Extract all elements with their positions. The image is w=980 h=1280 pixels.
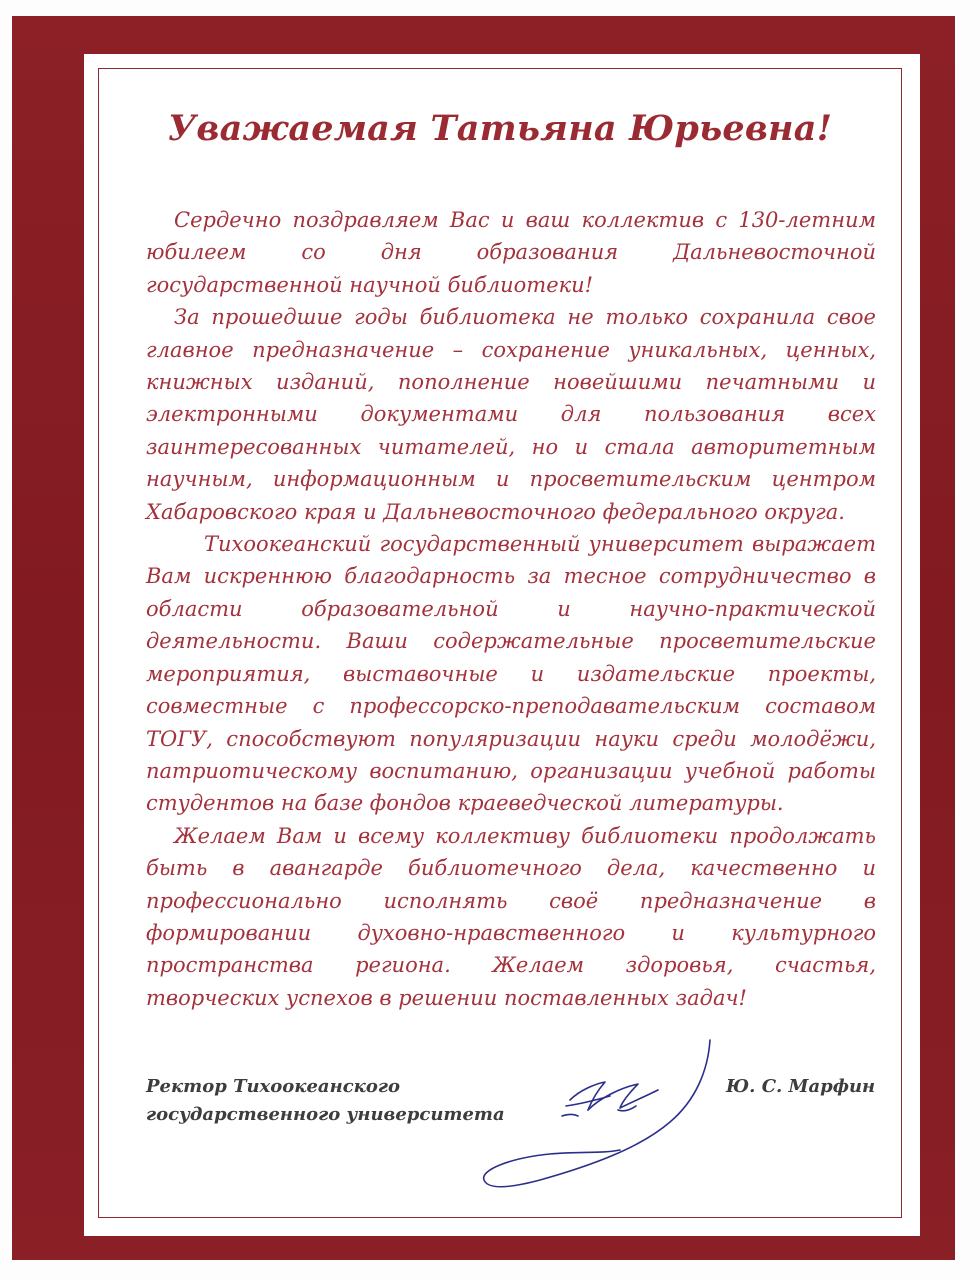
signer-title-line-2: государственного университета [146,1104,505,1125]
letter-body [146,204,876,1014]
paragraph-2: За прошедшие годы библиотека не только сохранила свое главное предназначение – сохранение уникальных, ценных, книжных изданий, пополнение новейшими печатными и электронными документами для пользования всех заинтересованных читателей, но и стала авторитетным научным, информационным и просветительским центром Хабаровского края и Дальневосточного федерального округа. [146,305,876,524]
handwritten-signature [470,1030,730,1200]
signer-title [146,1073,505,1129]
salutation: Уважаемая Татьяна Юрьевна! [167,108,833,149]
paragraph-4: Желаем Вам и всему коллективу библиотеки продолжать быть в авангарде библиотечного дела, качественно и профессионально исполнять своё предназначение в формировании духовно-нравственного и культурного пространства региона. Желаем здоровья, счастья, творческих успехов в решении поставленных задач! [146,823,876,1010]
signer-name: Ю. С. Марфин [726,1076,876,1097]
paragraph-1: Сердечно поздравляем Вас и ваш коллектив с 130-летним юбилеем со дня образования Дальневосточной государственной научной библиотеки! [146,208,876,297]
paragraph-3: Тихоокеанский государственный университет выражает Вам искреннюю благодарность за тесное сотрудничество в области образовательной и научно-практической деятельности. Ваши содержательные просветительские мероприятия, выставочные и издательские проекты, совместные с профессорско-преподавательским составом ТОГУ, способствуют популяризации науки среди молодёжи, патриотическому воспитанию, организации учебной работы студентов на базе фондов краеведческой литературы. [146,532,876,816]
signer-title-line-1: Ректор Тихоокеанского [146,1076,400,1097]
